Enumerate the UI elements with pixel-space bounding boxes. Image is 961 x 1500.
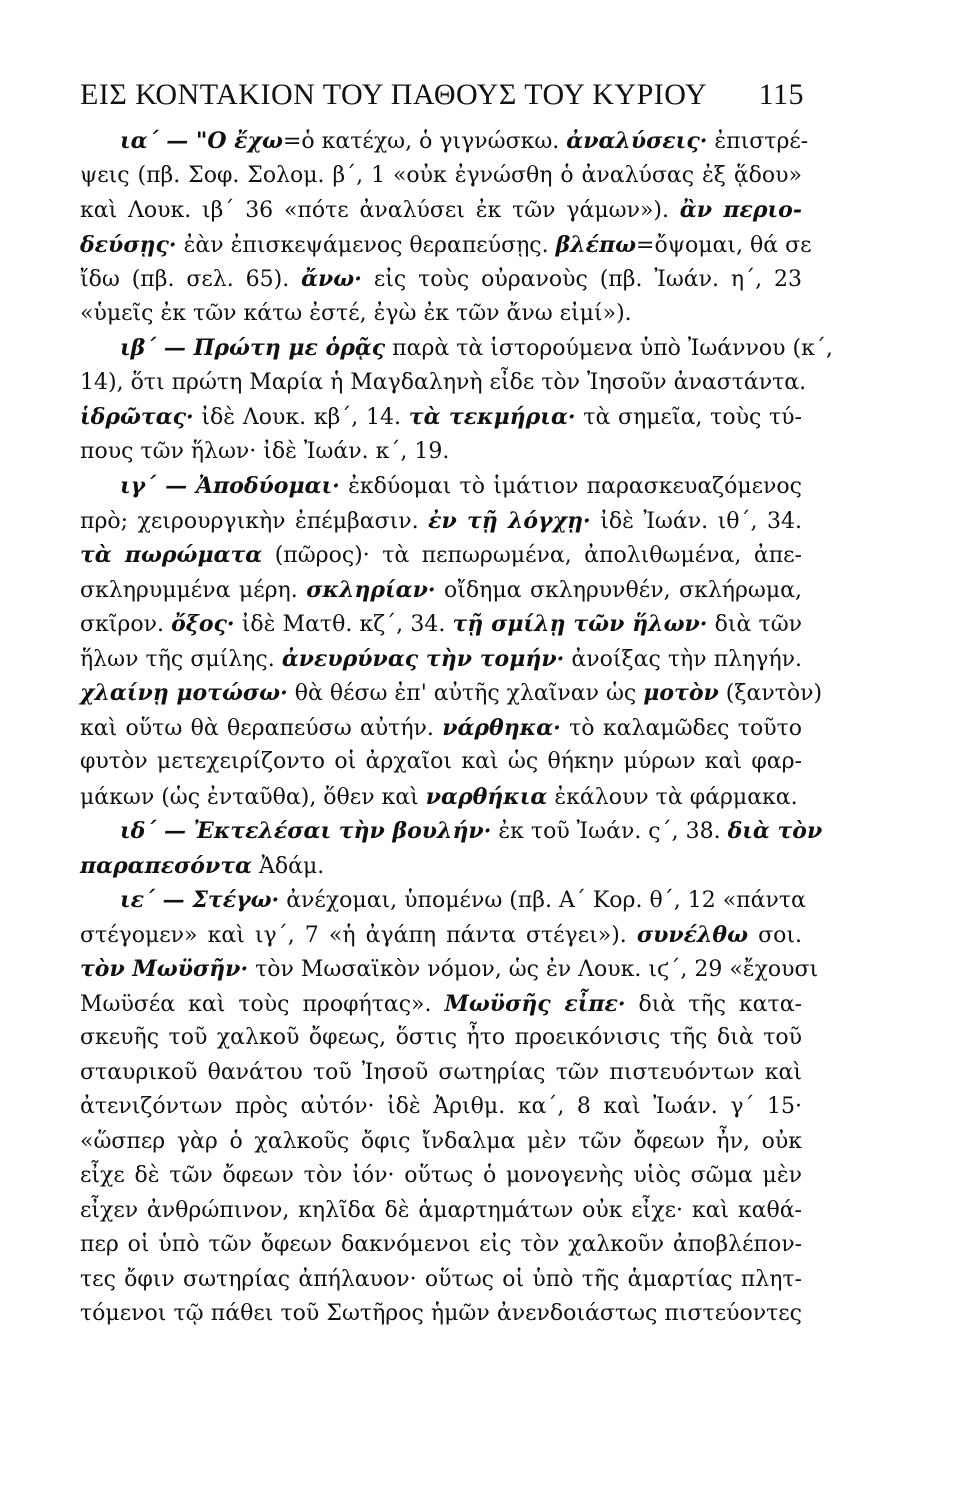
- text-line: [80, 849, 802, 884]
- lemma-term: τὰ τεκμήρια·: [408, 404, 576, 430]
- text-line: [80, 331, 833, 366]
- text-line: [80, 228, 812, 263]
- text-segment: φυτὸν μετεχειρίζοντο οἱ ἀρχαῖοι καὶ ὡς θήκην μύρων καὶ φαρ-: [80, 749, 802, 774]
- lemma-term: ιε΄ — Στέγω·: [120, 887, 280, 913]
- text-segment: τόμενοι τῷ πάθει τοῦ Σωτῆρος ἡμῶν ἀνενδοιάστως πιστεύοντες: [80, 1301, 802, 1326]
- text-line: [80, 193, 802, 228]
- text-segment: (ξαντὸν): [718, 681, 823, 706]
- commentary-text: [80, 124, 833, 1332]
- text-segment: 14), ὅτι πρώτη Μαρία ἡ Μαγδαληνὴ εἶδε τὸν Ἰησοῦν ἀναστάντα.: [80, 369, 807, 395]
- lemma-term: μοτὸν: [643, 680, 719, 706]
- text-line: [80, 676, 823, 711]
- lemma-term: ιδ΄ — Ἐκτελέσαι τὴν βουλήν·: [120, 818, 492, 844]
- text-line: [80, 1159, 802, 1194]
- text-segment: παρὰ τὰ ἱστορούμενα ὑπὸ Ἰωάννου (κ΄,: [385, 336, 833, 361]
- text-line: [80, 435, 802, 470]
- text-line: [80, 814, 823, 849]
- text-line: [80, 297, 802, 332]
- lemma-term: ια΄ — "Ο ἔχω: [120, 128, 283, 154]
- text-segment: τες ὄφιν σωτηρίας ἀπήλαυον· οὕτως οἱ ὑπὸ τῆς ἁμαρτίας πλητ-: [80, 1266, 802, 1292]
- text-segment: μάκων (ὡς ἐνταῦθα), ὅθεν καὶ: [80, 784, 426, 810]
- text-line: [80, 469, 802, 504]
- text-line: [80, 780, 802, 815]
- text-segment: σκῖρον.: [80, 612, 172, 637]
- text-segment: εἰς τοὺς οὐρανοὺς (πβ. Ἰωάν. η΄, 23: [361, 267, 802, 292]
- text-line: [80, 745, 802, 780]
- page-number: 115: [758, 78, 804, 111]
- text-segment: τὸν Μωσαϊκὸν νόμον, ὡς ἐν Λουκ. ιϛ΄, 29 «ἔχουσι: [248, 957, 819, 982]
- text-segment: «ὑμεῖς ἐκ τῶν κάτω ἐστέ, ἐγὼ ἐκ τῶν ἄνω εἰμί»).: [80, 300, 632, 326]
- text-segment: ἰδὲ Ματθ. κζ΄, 34.: [234, 612, 453, 637]
- text-line: [80, 1194, 802, 1229]
- text-segment: πρὸ; χειρουργικὴν ἐπέμβασιν.: [80, 508, 429, 534]
- lemma-term: δεύσῃς·: [80, 231, 177, 258]
- text-segment: ἀτενιζόντων πρὸς αὐτόν· ἰδὲ Ἀριθμ. κα΄, 8 καὶ Ἰωάν. γ΄ 15·: [80, 1094, 802, 1119]
- lemma-term: τὰ πωρώματα: [80, 542, 263, 568]
- text-segment: ἐὰν ἐπισκεψάμενος θεραπεύσῃς.: [176, 232, 556, 258]
- text-line: [80, 1056, 802, 1091]
- text-line: [80, 1228, 802, 1263]
- text-line: [80, 1263, 802, 1298]
- text-segment: καὶ Λουκ. ιβ΄ 36 «πότε ἀναλύσει ἐκ τῶν γάμων»).: [80, 198, 680, 223]
- lemma-term: τὸν Μωϋσῆν·: [80, 956, 249, 982]
- text-segment: Ἀδάμ.: [251, 853, 325, 879]
- text-line: [80, 400, 802, 435]
- text-segment: ἐπιστρέ-: [707, 129, 809, 154]
- text-segment: τὸ καλαμῶδες τοῦτο: [560, 715, 802, 741]
- text-line: [80, 504, 802, 539]
- text-line: [80, 124, 809, 159]
- text-line: [80, 952, 819, 987]
- lemma-term: διὰ τὸν: [727, 818, 823, 844]
- text-line: [80, 573, 802, 608]
- lemma-term: τῇ σμίλῃ τῶν ἥλων·: [452, 611, 708, 637]
- text-segment: ἐκ τοῦ Ἰωάν. ς΄, 38.: [491, 819, 728, 844]
- text-line: [80, 918, 802, 953]
- text-segment: ἐκάλουν τὰ φάρμακα.: [547, 784, 798, 810]
- text-segment: καὶ οὕτω θὰ θεραπεύσω αὐτήν.: [80, 715, 443, 741]
- text-line: [80, 1021, 802, 1056]
- text-segment: (πῶρος)· τὰ πεπωρωμένα, ἀπολιθωμένα, ἀπε-: [262, 543, 802, 568]
- text-segment: «ὥσπερ γὰρ ὁ χαλκοῦς ὄφις ἴνδαλμα μὲν τῶν ὄφεων ἦν, οὐκ: [80, 1128, 802, 1154]
- lemma-term: Μωϋσῆς εἶπε·: [444, 990, 626, 1017]
- lemma-term: ἀνευρύνας τὴν τομήν·: [281, 645, 565, 672]
- text-line: [80, 642, 802, 677]
- lemma-term: παραπεσόντα: [80, 852, 252, 879]
- lemma-term: ὄξος·: [171, 611, 235, 637]
- text-segment: =ὄψομαι, θά σε: [636, 232, 812, 258]
- text-segment: Μωϋσέα καὶ τοὺς προφήτας».: [80, 991, 445, 1017]
- text-segment: ἀνέχομαι, ὑπομένω (πβ. Α΄ Κορ. θ΄, 12 «πάντα: [279, 888, 806, 913]
- text-line: [80, 1090, 802, 1125]
- text-segment: σταυρικοῦ θανάτου τοῦ Ἰησοῦ σωτηρίας τῶν πιστευόντων καὶ: [80, 1059, 802, 1085]
- text-segment: ἴδω (πβ. σελ. 65).: [80, 267, 302, 292]
- text-segment: διὰ τῶν: [707, 612, 803, 637]
- lemma-term: συνέλθω: [636, 921, 749, 948]
- running-title: ΕΙΣ ΚΟΝΤΑΚΙΟΝ ΤΟΥ ΠΑΘΟΥΣ ΤΟΥ ΚΥΡΙΟΥ: [80, 78, 708, 111]
- text-segment: οἴδημα σκληρυνθέν, σκλήρωμα,: [435, 577, 802, 603]
- lemma-term: ιβ΄ — Πρώτη με ὁρᾷς: [120, 335, 386, 361]
- text-line: [80, 883, 806, 918]
- text-segment: ἐκδύομαι τὸ ἱμάτιον παρασκευαζόμενος: [339, 474, 802, 499]
- text-segment: ἰδὲ Λουκ. κβ΄, 14.: [193, 405, 409, 430]
- lemma-term: νάρθηκα·: [442, 714, 561, 741]
- text-segment: πους τῶν ἥλων· ἰδὲ Ἰωάν. κ΄, 19.: [80, 438, 450, 464]
- text-segment: διὰ τῆς κατα-: [625, 991, 802, 1017]
- text-line: [80, 159, 802, 194]
- text-segment: εἶχε δὲ τῶν ὄφεων τὸν ἰόν· οὕτως ὁ μονογενὴς υἱὸς σῶμα μὲν: [80, 1163, 802, 1188]
- text-segment: σκληρυμμένα μέρη.: [80, 577, 307, 603]
- text-segment: =ὁ κατέχω, ὁ γιγνώσκω.: [282, 129, 567, 154]
- text-segment: θὰ θέσω ἐπ' αὐτῆς χλαῖναν ὡς: [287, 681, 644, 706]
- text-line: [80, 366, 807, 401]
- text-line: [80, 987, 802, 1022]
- text-segment: ἀνοίξας τὴν πληγήν.: [564, 646, 802, 672]
- text-segment: σοι.: [748, 922, 802, 948]
- lemma-term: ἱδρῶτας·: [80, 404, 194, 430]
- lemma-term: ἄνω·: [301, 266, 362, 292]
- lemma-term: ιγ΄ — Ἀποδύομαι·: [120, 473, 340, 499]
- text-line: [80, 538, 802, 573]
- text-segment: ἰδὲ Ἰωάν. ιθ΄, 34.: [590, 508, 802, 534]
- text-line: [80, 262, 802, 297]
- text-segment: περ οἱ ὑπὸ τῶν ὄφεων δακνόμενοι εἰς τὸν χαλκοῦν ἀποβλέπον-: [80, 1232, 802, 1257]
- text-segment: στέγομεν» καὶ ιγ΄, 7 «ἡ ἀγάπη πάντα στέγει»).: [80, 922, 637, 948]
- lemma-term: βλέπω: [555, 231, 637, 258]
- lemma-term: ἀναλύσεις·: [566, 128, 708, 154]
- text-segment: ἥλων τῆς σμίλης.: [80, 646, 282, 672]
- lemma-term: σκληρίαν·: [306, 576, 436, 603]
- text-segment: σκευῆς τοῦ χαλκοῦ ὄφεως, ὅστις ἦτο προεικόνισις τῆς διὰ τοῦ: [80, 1025, 802, 1050]
- lemma-term: ναρθήκια: [425, 783, 548, 810]
- running-header: [80, 78, 804, 112]
- text-line: [80, 711, 802, 746]
- lemma-term: ἂν περιο-: [679, 197, 802, 223]
- lemma-term: χλαίνῃ μοτώσω·: [80, 680, 288, 706]
- lemma-term: ἐν τῇ λόγχῃ·: [428, 507, 591, 534]
- text-segment: ψεις (πβ. Σοφ. Σολομ. β΄, 1 «οὐκ ἐγνώσθη ὁ ἀναλύσας ἐξ ᾅδου»: [80, 162, 802, 188]
- text-segment: εἶχεν ἀνθρώπινον, κηλῖδα δὲ ἁμαρτημάτων οὐκ εἶχε· καὶ καθά-: [80, 1197, 802, 1223]
- text-line: [80, 607, 802, 642]
- text-segment: τὰ σημεῖα, τοὺς τύ-: [575, 405, 802, 430]
- text-line: [80, 1297, 802, 1332]
- text-line: [80, 1125, 802, 1160]
